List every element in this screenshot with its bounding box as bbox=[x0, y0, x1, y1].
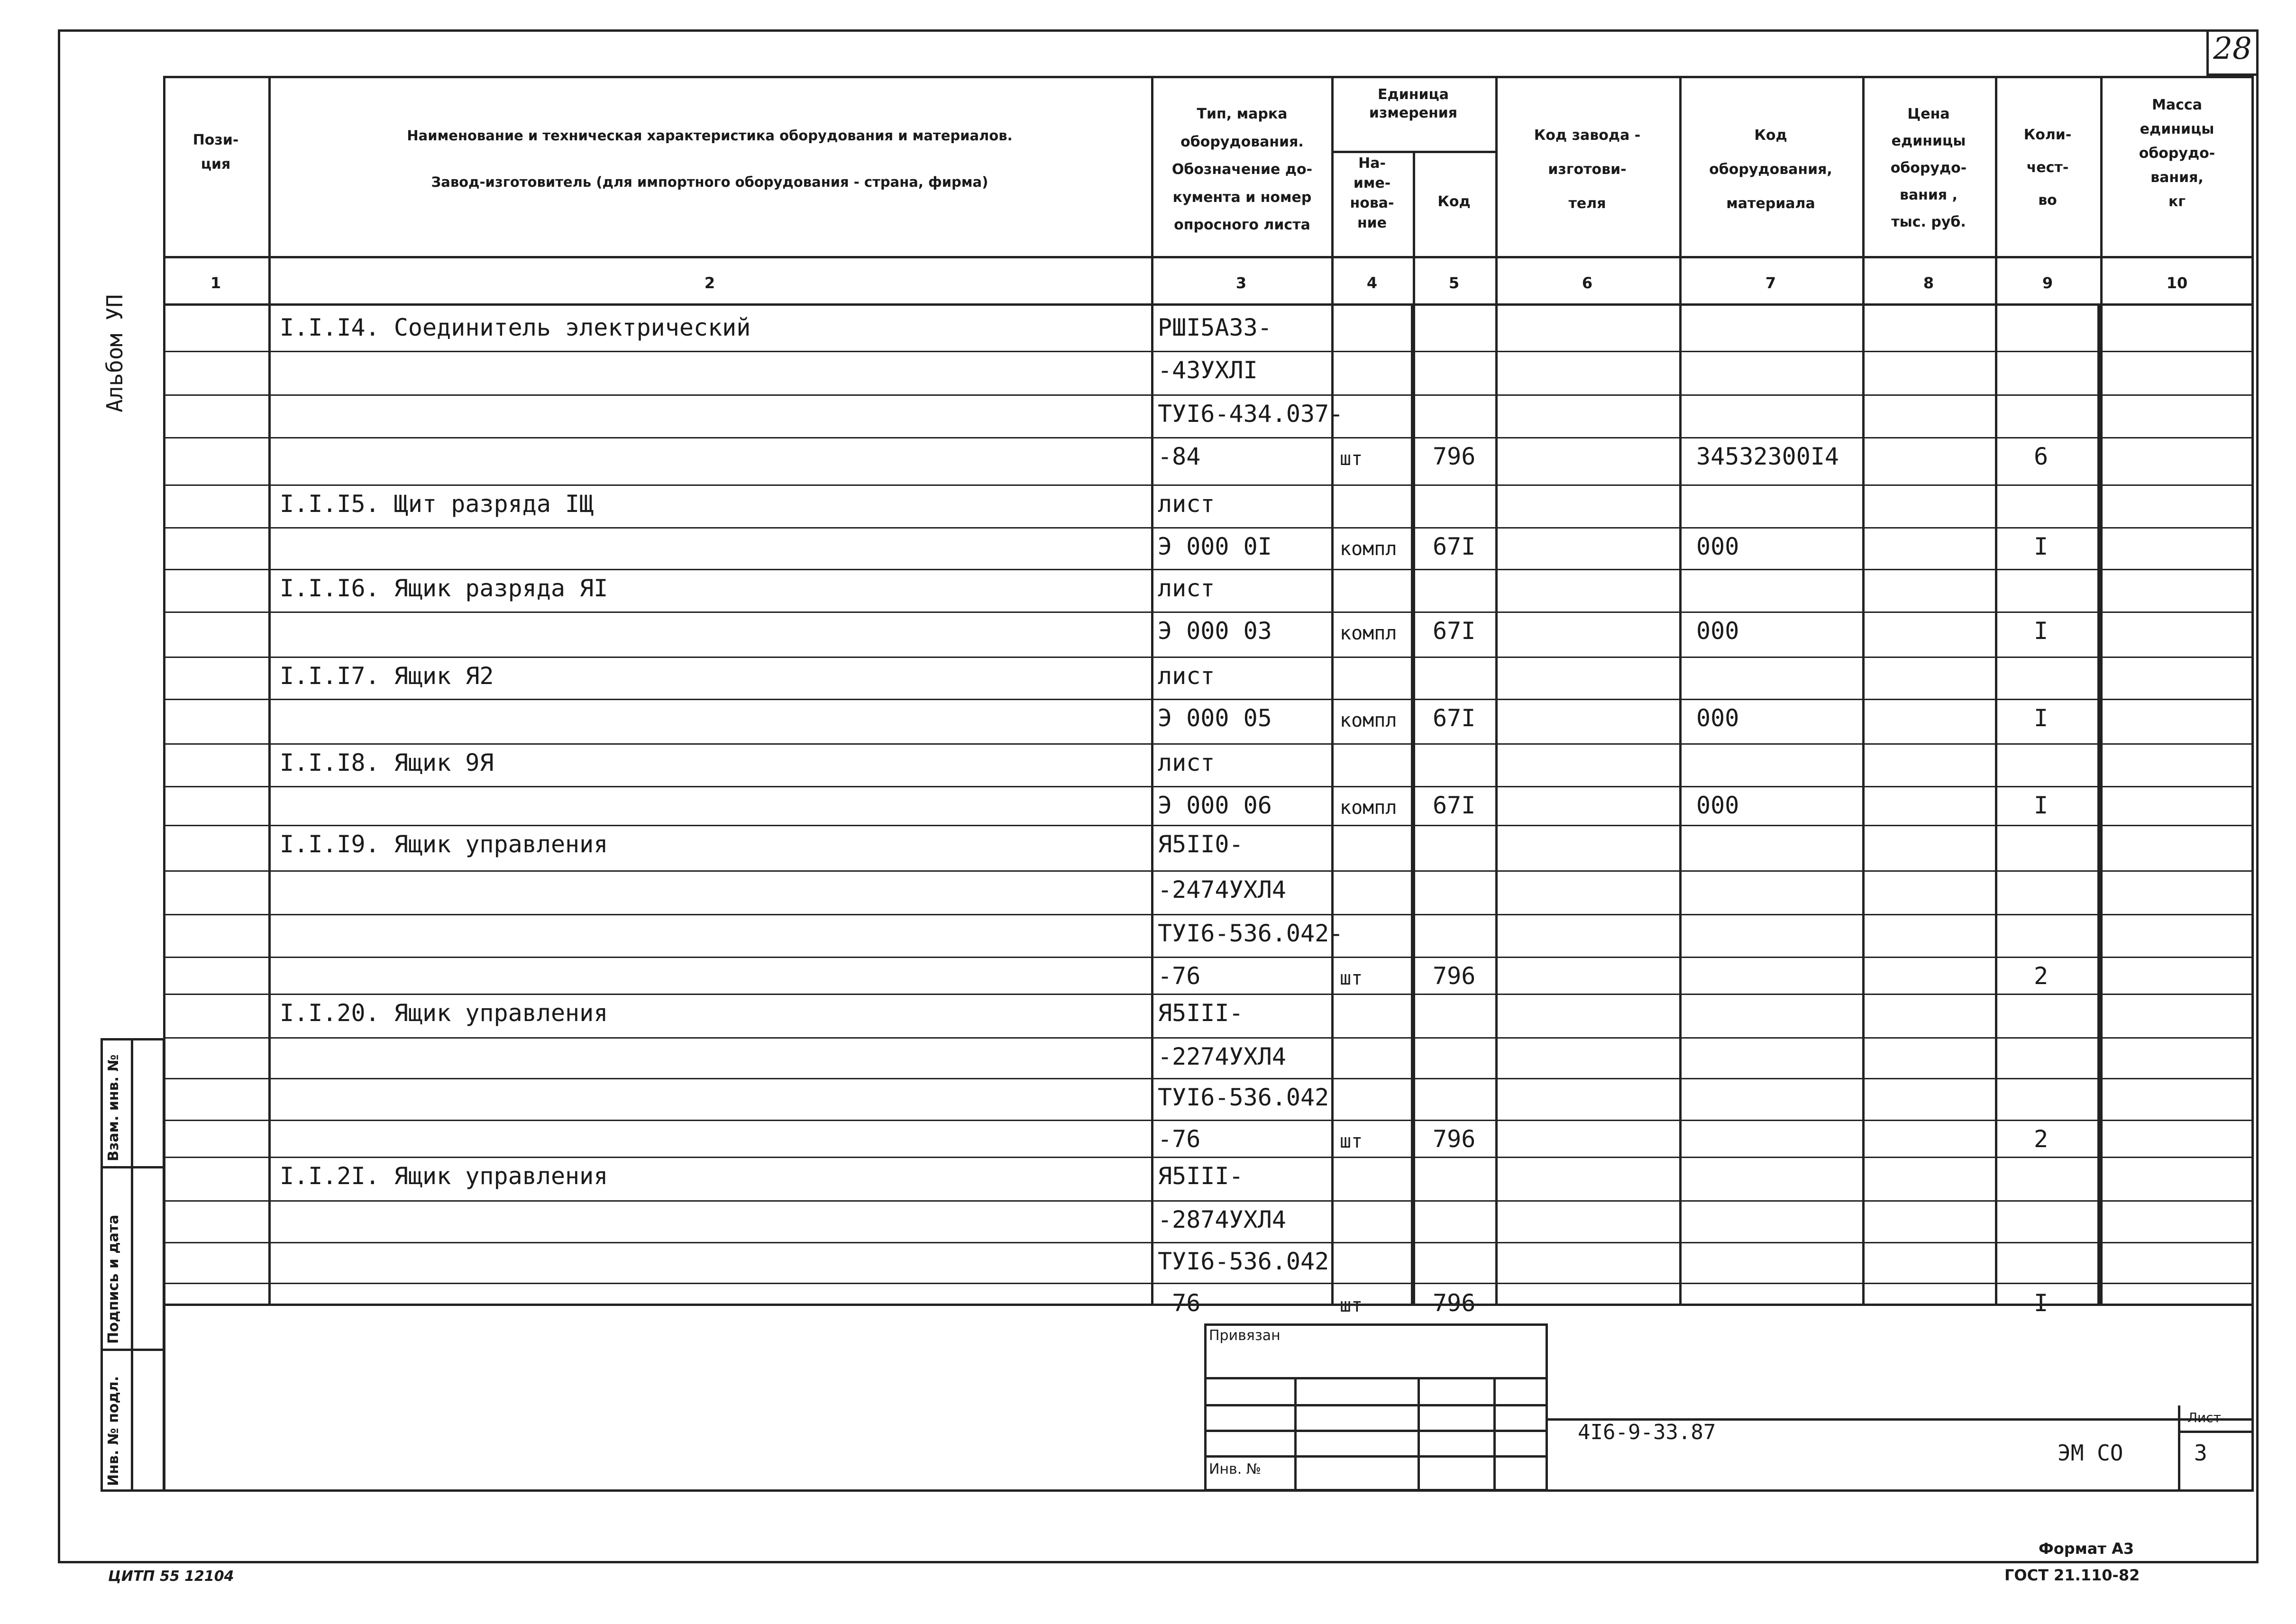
row-4-qty: 6 bbox=[2034, 443, 2049, 470]
row-17-name: I.I.20. Ящик управления bbox=[280, 999, 608, 1027]
header-price: Цена единицы оборудо- вания , тыс. руб. bbox=[1890, 106, 1967, 230]
row-12-type: Э 000 06 bbox=[1158, 792, 1272, 819]
row-20-type: -76 bbox=[1158, 1125, 1201, 1153]
footer-format: Формат А3 bbox=[2039, 1540, 2134, 1558]
row-10-qty: I bbox=[2034, 704, 2049, 732]
row-11-name: I.I.I8. Ящик 9Я bbox=[280, 749, 494, 776]
header-quantity: Коли- чест- во bbox=[2023, 127, 2072, 209]
header-equip-code: Код оборудования, материала bbox=[1709, 127, 1832, 212]
col-number-9: 9 bbox=[2042, 274, 2053, 292]
row-24-code: 796 bbox=[1433, 1289, 1476, 1317]
row-12-equip-code: 000 bbox=[1696, 792, 1739, 819]
row-24-unit: шт bbox=[1340, 1295, 1363, 1316]
row-4-equip-code: 34532300I4 bbox=[1696, 443, 1839, 470]
row-8-equip-code: 000 bbox=[1696, 617, 1739, 645]
row-16-code: 796 bbox=[1433, 962, 1476, 990]
row-5-name: I.I.I5. Щит разряда IЩ bbox=[280, 490, 594, 518]
header-unit-code: Код bbox=[1437, 193, 1471, 210]
row-12-code: 67I bbox=[1433, 792, 1476, 819]
row-6-code: 67I bbox=[1433, 533, 1476, 560]
header-name-line2: Завод-изготовитель (для импортного оборудования - страна, фирма) bbox=[431, 174, 988, 190]
row-9-type: лист bbox=[1158, 662, 1215, 690]
row-18-type: -2274УХЛ4 bbox=[1158, 1043, 1286, 1070]
header-plant-code: Код завода - изготови- теля bbox=[1534, 127, 1641, 212]
footer-gost: ГОСТ 21.110-82 bbox=[2004, 1566, 2140, 1584]
row-7-type: лист bbox=[1158, 575, 1215, 602]
side-stamp-signature: Подпись и дата bbox=[105, 1214, 122, 1344]
album-label: Альбом УП bbox=[102, 294, 128, 412]
row-16-unit: шт bbox=[1340, 967, 1363, 989]
header-mass: Масса единицы оборудо- вания, кг bbox=[2139, 97, 2215, 210]
header-position: Пози- ция bbox=[192, 132, 239, 173]
row-8-qty: I bbox=[2034, 617, 2049, 645]
col-number-6: 6 bbox=[1582, 274, 1593, 292]
row-8-type: Э 000 03 bbox=[1158, 617, 1272, 645]
row-10-type: Э 000 05 bbox=[1158, 704, 1272, 732]
sheet-number: 3 bbox=[2194, 1440, 2207, 1466]
row-11-type: лист bbox=[1158, 749, 1215, 776]
row-4-unit: шт bbox=[1340, 448, 1363, 470]
row-20-unit: шт bbox=[1340, 1131, 1363, 1152]
side-stamp-replaced: Взам. инв. № bbox=[105, 1054, 122, 1161]
col-number-3: 3 bbox=[1235, 274, 1247, 292]
row-1-name: I.I.I4. Соединитель электрический bbox=[280, 314, 751, 341]
row-8-unit: компл bbox=[1340, 622, 1397, 644]
page-number: 28 bbox=[2213, 31, 2252, 66]
header-type: Тип, марка оборудования. Обозначение до- кумента и номер опросного листа bbox=[1171, 106, 1313, 233]
row-9-name: I.I.I7. Ящик Я2 bbox=[280, 662, 494, 690]
col-number-8: 8 bbox=[1923, 274, 1934, 292]
row-20-code: 796 bbox=[1433, 1125, 1476, 1153]
row-10-equip-code: 000 bbox=[1696, 704, 1739, 732]
row-1-type: РШI5А33- bbox=[1158, 314, 1272, 341]
row-6-equip-code: 000 bbox=[1696, 533, 1739, 560]
col-number-10: 10 bbox=[2166, 274, 2188, 292]
row-10-code: 67I bbox=[1433, 704, 1476, 732]
row-6-qty: I bbox=[2034, 533, 2049, 560]
col-number-4: 4 bbox=[1366, 274, 1378, 292]
header-unit-group: Единица измерения bbox=[1369, 86, 1458, 121]
linked-label: Привязан bbox=[1209, 1327, 1281, 1344]
row-15-type: ТУI6-536.042- bbox=[1158, 920, 1344, 947]
row-7-name: I.I.I6. Ящик разряда ЯI bbox=[280, 575, 608, 602]
row-5-type: лист bbox=[1158, 490, 1215, 518]
row-14-type: -2474УХЛ4 bbox=[1158, 876, 1286, 903]
footer-left-code: ЦИТП 55 12104 bbox=[108, 1568, 234, 1585]
doc-code: 4I6-9-33.87 bbox=[1578, 1420, 1716, 1444]
table-top-line bbox=[163, 76, 2254, 78]
col-number-1: 1 bbox=[210, 274, 221, 292]
row-19-type: ТУI6-536.042 bbox=[1158, 1084, 1329, 1111]
row-10-unit: компл bbox=[1340, 710, 1397, 731]
row-3-type: ТУI6-434.037- bbox=[1158, 400, 1344, 428]
row-20-qty: 2 bbox=[2034, 1125, 2049, 1153]
row-16-qty: 2 bbox=[2034, 962, 2049, 990]
row-6-unit: компл bbox=[1340, 538, 1397, 560]
row-12-qty: I bbox=[2034, 792, 2049, 819]
sheet-label: Лист bbox=[2187, 1410, 2221, 1425]
row-24-qty: I bbox=[2034, 1289, 2049, 1317]
row-16-type: -76 bbox=[1158, 962, 1201, 990]
table-bottom-line bbox=[163, 1304, 2254, 1306]
row-24-type: -76 bbox=[1158, 1289, 1201, 1317]
row-4-code: 796 bbox=[1433, 443, 1476, 470]
row-23-type: ТУI6-536.042 bbox=[1158, 1248, 1329, 1275]
doc-mark: ЭМ СО bbox=[2058, 1440, 2123, 1466]
side-stamp-inventory: Инв. № подл. bbox=[105, 1376, 122, 1486]
inv-label: Инв. № bbox=[1209, 1461, 1262, 1478]
row-17-type: Я5III- bbox=[1158, 999, 1244, 1027]
row-21-name: I.I.2I. Ящик управления bbox=[280, 1162, 608, 1190]
col-number-2: 2 bbox=[704, 274, 715, 292]
col-number-7: 7 bbox=[1765, 274, 1776, 292]
row-12-unit: компл bbox=[1340, 797, 1397, 819]
row-13-name: I.I.I9. Ящик управления bbox=[280, 830, 608, 858]
row-22-type: -2874УХЛ4 bbox=[1158, 1206, 1286, 1233]
row-2-type: -43УХЛI bbox=[1158, 356, 1258, 384]
header-name-line1: Наименование и техническая характеристика оборудования и материалов. bbox=[407, 128, 1013, 144]
row-21-type: Я5III- bbox=[1158, 1162, 1244, 1190]
row-13-type: Я5II0- bbox=[1158, 830, 1244, 858]
row-8-code: 67I bbox=[1433, 617, 1476, 645]
header-unit-name: На- име- нова- ние bbox=[1350, 155, 1394, 231]
row-4-type: -84 bbox=[1158, 443, 1201, 470]
row-6-type: Э 000 0I bbox=[1158, 533, 1272, 560]
col-number-5: 5 bbox=[1448, 274, 1460, 292]
